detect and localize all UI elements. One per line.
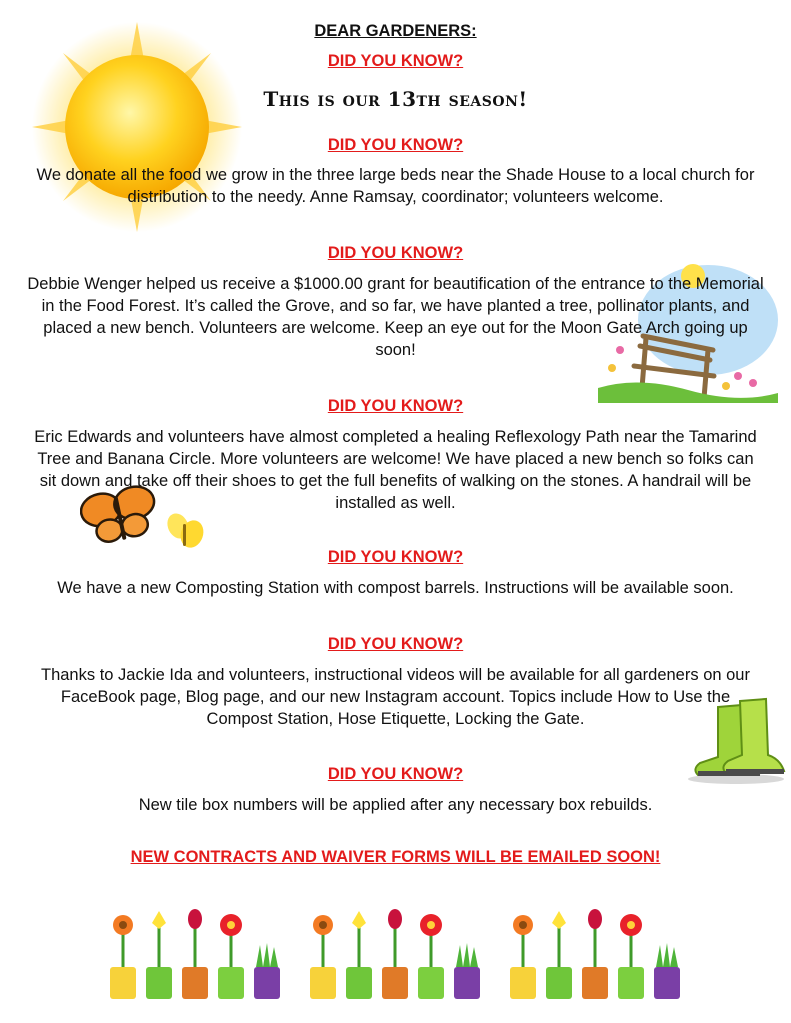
section-heading: DID YOU KNOW? [327, 244, 464, 262]
section-heading: DID YOU KNOW? [327, 52, 464, 70]
section-heading: DID YOU KNOW? [327, 765, 464, 783]
section-text: We donate all the food we grow in the three large beds near the Shade House to a local church for distribution to the needy. Anne Ramsay, coordinator; volunteers welcome. [36, 166, 755, 206]
section-text: We have a new Composting Station with compost barrels. Instructions will be available soon. [57, 579, 734, 597]
section-text: Eric Edwards and volunteers have almost completed a healing Reflexology Path near the Tamarind Tree and Banana Circle. More volunteers are welcome! We have placed a new bench so folks can sit down and take off their shoes to get the full benefits of walking on the stones. A handrail will be installed as well. [34, 428, 757, 512]
section-heading: DID YOU KNOW? [327, 397, 464, 415]
season-announcement: This is our 13th season! [263, 87, 528, 111]
section-heading: DID YOU KNOW? [327, 136, 464, 154]
section-heading: DID YOU KNOW? [327, 635, 464, 653]
footer-notice: NEW CONTRACTS AND WAIVER FORMS WILL BE EMAILED SOON! [130, 848, 661, 866]
page-title: DEAR GARDENERS: [314, 22, 477, 40]
flower-pots-icon [100, 905, 690, 1005]
section-text: Debbie Wenger helped us receive a $1000.00 grant for beautification of the entrance to the Memorial in the Food Forest. It’s called the Grove, and so far, we have planted a tree, pollinator plants, and placed a new bench. Volunteers are welcome. Keep an eye out for the Moon Gate Arch going up soon! [27, 275, 764, 359]
section-text: Thanks to Jackie Ida and volunteers, instructional videos will be available for all gardeners on our FaceBook page, Blog page, and our new Instagram account. Topics include How to Use the Compost Station, Hose Etiquette, Locking the Gate. [41, 666, 750, 728]
section-text: New tile box numbers will be applied after any necessary box rebuilds. [138, 796, 653, 814]
section-heading: DID YOU KNOW? [327, 548, 464, 566]
